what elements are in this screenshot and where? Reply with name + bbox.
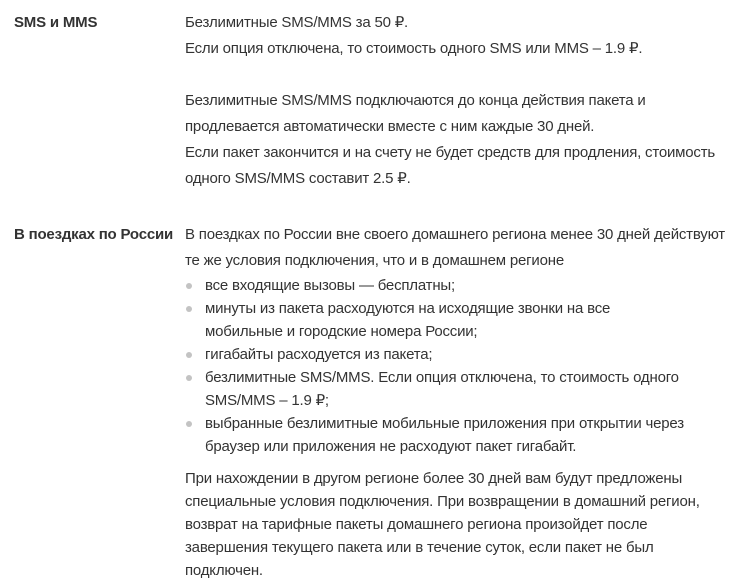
text-line: Безлимитные SMS/MMS за 50 ₽. — [185, 14, 409, 31]
list-item-text: все входящие вызовы — бесплатны; — [205, 277, 455, 294]
section-content — [185, 10, 741, 192]
paragraph-other-region — [185, 467, 741, 582]
text-line: В поездках по России вне своего домашнего региона менее 30 дней действуют — [185, 226, 725, 243]
text-line: подключен. — [185, 562, 263, 579]
section-label-travel-russia: В поездках по России — [14, 226, 174, 243]
paragraph-travel-intro — [185, 222, 741, 274]
text-line: завершения текущего пакета или в течение суток, если пакет не был — [185, 539, 654, 556]
paragraph-sms-renewal — [185, 88, 741, 192]
text-line: одного SMS/MMS составит 2.5 ₽. — [185, 170, 411, 187]
section-content — [185, 222, 741, 582]
text-line: продлевается автоматически вместе с ним каждые 30 дней. — [185, 118, 595, 135]
list-item — [185, 274, 685, 297]
text-line: При нахождении в другом регионе более 30 дней вам будут предложены — [185, 470, 683, 487]
text-line: возврат на тарифные пакеты домашнего региона произойдет после — [185, 516, 648, 533]
text-line: Безлимитные SMS/MMS подключаются до конца действия пакета и — [185, 92, 646, 109]
list-item-text: выбранные безлимитные мобильные приложения при открытии через браузер или приложения не расходуют пакет гигабайт. — [205, 415, 684, 455]
list-item — [185, 343, 685, 366]
list-item-text: минуты из пакета расходуются на исходящие звонки на все мобильные и городские номера России; — [205, 300, 611, 340]
paragraph-sms-price — [185, 10, 741, 62]
bullet-icon — [186, 306, 192, 312]
list-item-text: безлимитные SMS/MMS. Если опция отключена, то стоимость одного SMS/MMS – 1.9 ₽; — [205, 369, 679, 409]
list-item — [185, 297, 685, 343]
bullet-icon — [186, 352, 192, 358]
text-line: те же условия подключения, что и в домашнем регионе — [185, 252, 564, 269]
travel-conditions-list — [185, 274, 741, 458]
section-travel-russia — [14, 222, 741, 582]
text-line: Если пакет закончится и на счету не будет средств для продления, стоимость — [185, 144, 716, 161]
section-label-sms-mms: SMS и MMS — [14, 14, 98, 31]
text-line: специальные условия подключения. При возвращении в домашний регион, — [185, 493, 700, 510]
section-sms-mms — [14, 10, 741, 192]
list-item-text: гигабайты расходуется из пакета; — [205, 346, 433, 363]
text-line: Если опция отключена, то стоимость одного SMS или MMS – 1.9 ₽. — [185, 40, 643, 57]
list-item — [185, 366, 685, 412]
bullet-icon — [186, 421, 192, 427]
bullet-icon — [186, 375, 192, 381]
list-item — [185, 412, 685, 458]
bullet-icon — [186, 283, 192, 289]
